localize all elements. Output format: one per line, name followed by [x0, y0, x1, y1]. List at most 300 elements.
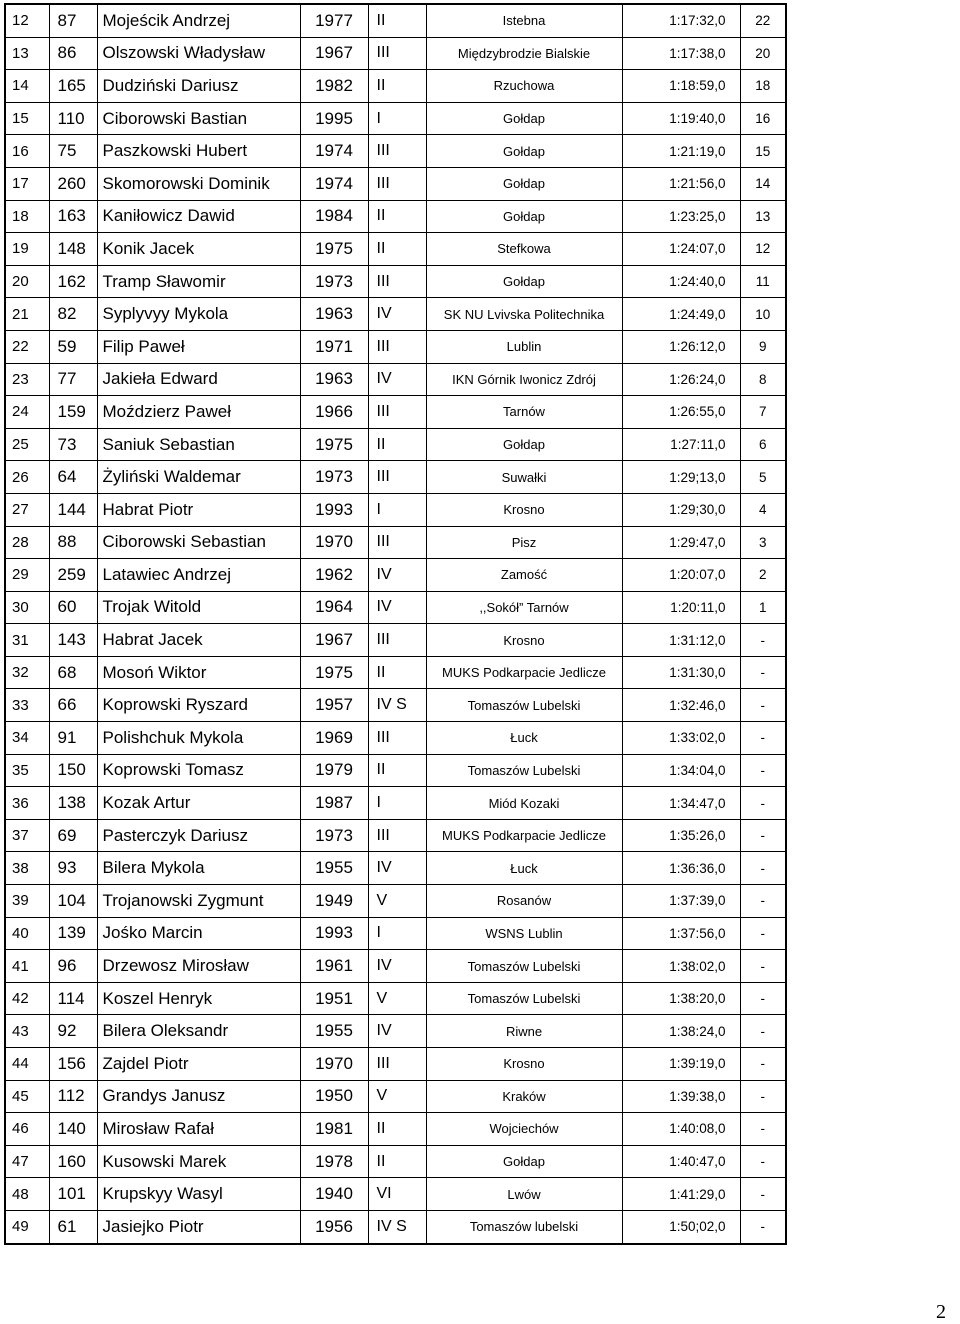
time-cell: 1:17:38,0 [622, 37, 740, 70]
table-row [5, 656, 786, 689]
table-row [5, 1015, 786, 1048]
position-cell: 33 [5, 689, 49, 722]
birth-year-cell: 1962 [300, 559, 368, 592]
time-cell: 1:24:49,0 [622, 298, 740, 331]
points-cell: 6 [740, 428, 786, 461]
position-cell: 17 [5, 167, 49, 200]
points-cell: 1 [740, 591, 786, 624]
table-row [5, 265, 786, 298]
start-number-cell: 259 [49, 559, 97, 592]
birth-year-cell: 1951 [300, 982, 368, 1015]
table-row [5, 624, 786, 657]
birth-year-cell: 1963 [300, 363, 368, 396]
start-number-cell: 60 [49, 591, 97, 624]
category-cell: I [368, 787, 426, 820]
birth-year-cell: 1940 [300, 1178, 368, 1211]
position-cell: 20 [5, 265, 49, 298]
points-cell: 10 [740, 298, 786, 331]
time-cell: 1:31:30,0 [622, 656, 740, 689]
name-cell: Jośko Marcin [97, 917, 300, 950]
table-row [5, 1113, 786, 1146]
time-cell: 1:27:11,0 [622, 428, 740, 461]
start-number-cell: 110 [49, 102, 97, 135]
points-cell: 22 [740, 4, 786, 37]
points-cell: - [740, 656, 786, 689]
club-cell: Tomaszów lubelski [426, 1210, 622, 1243]
club-cell: Miód Kozaki [426, 787, 622, 820]
start-number-cell: 150 [49, 754, 97, 787]
birth-year-cell: 1955 [300, 852, 368, 885]
position-cell: 23 [5, 363, 49, 396]
name-cell: Mirosław Rafał [97, 1113, 300, 1146]
position-cell: 36 [5, 787, 49, 820]
name-cell: Pasterczyk Dariusz [97, 819, 300, 852]
position-cell: 13 [5, 37, 49, 70]
start-number-cell: 87 [49, 4, 97, 37]
time-cell: 1:33:02,0 [622, 722, 740, 755]
time-cell: 1:24:40,0 [622, 265, 740, 298]
category-cell: I [368, 917, 426, 950]
category-cell: II [368, 754, 426, 787]
start-number-cell: 69 [49, 819, 97, 852]
category-cell: V [368, 982, 426, 1015]
time-cell: 1:38:02,0 [622, 950, 740, 983]
time-cell: 1:26:24,0 [622, 363, 740, 396]
points-cell: - [740, 754, 786, 787]
time-cell: 1:41:29,0 [622, 1178, 740, 1211]
start-number-cell: 138 [49, 787, 97, 820]
name-cell: Paszkowski Hubert [97, 135, 300, 168]
start-number-cell: 143 [49, 624, 97, 657]
birth-year-cell: 1973 [300, 819, 368, 852]
position-cell: 46 [5, 1113, 49, 1146]
time-cell: 1:40:47,0 [622, 1145, 740, 1178]
table-row [5, 526, 786, 559]
table-row [5, 1145, 786, 1178]
points-cell: - [740, 1178, 786, 1211]
birth-year-cell: 1979 [300, 754, 368, 787]
club-cell: Pisz [426, 526, 622, 559]
name-cell: Koprowski Tomasz [97, 754, 300, 787]
birth-year-cell: 1973 [300, 265, 368, 298]
club-cell: Krosno [426, 1048, 622, 1081]
category-cell: I [368, 493, 426, 526]
points-cell: 9 [740, 330, 786, 363]
club-cell: Tomaszów Lubelski [426, 950, 622, 983]
name-cell: Saniuk Sebastian [97, 428, 300, 461]
position-cell: 27 [5, 493, 49, 526]
category-cell: III [368, 722, 426, 755]
time-cell: 1:39:38,0 [622, 1080, 740, 1113]
position-cell: 38 [5, 852, 49, 885]
time-cell: 1:29;30,0 [622, 493, 740, 526]
points-cell: - [740, 722, 786, 755]
birth-year-cell: 1967 [300, 624, 368, 657]
start-number-cell: 140 [49, 1113, 97, 1146]
points-cell: - [740, 787, 786, 820]
position-cell: 47 [5, 1145, 49, 1178]
time-cell: 1:37:39,0 [622, 885, 740, 918]
time-cell: 1:29;13,0 [622, 461, 740, 494]
category-cell: II [368, 233, 426, 266]
table-row [5, 396, 786, 429]
table-row [5, 689, 786, 722]
points-cell: - [740, 982, 786, 1015]
points-cell: - [740, 917, 786, 950]
club-cell: Lwów [426, 1178, 622, 1211]
points-cell: - [740, 819, 786, 852]
table-row [5, 233, 786, 266]
position-cell: 34 [5, 722, 49, 755]
birth-year-cell: 1967 [300, 37, 368, 70]
name-cell: Żyliński Waldemar [97, 461, 300, 494]
club-cell: Krosno [426, 493, 622, 526]
time-cell: 1:34:47,0 [622, 787, 740, 820]
club-cell: Suwałki [426, 461, 622, 494]
birth-year-cell: 1955 [300, 1015, 368, 1048]
table-row [5, 167, 786, 200]
birth-year-cell: 1956 [300, 1210, 368, 1243]
start-number-cell: 163 [49, 200, 97, 233]
birth-year-cell: 1982 [300, 70, 368, 103]
table-row [5, 787, 786, 820]
time-cell: 1:38:20,0 [622, 982, 740, 1015]
category-cell: III [368, 330, 426, 363]
club-cell: Rosanów [426, 885, 622, 918]
points-cell: 20 [740, 37, 786, 70]
time-cell: 1:40:08,0 [622, 1113, 740, 1146]
birth-year-cell: 1950 [300, 1080, 368, 1113]
position-cell: 14 [5, 70, 49, 103]
category-cell: II [368, 428, 426, 461]
club-cell: SK NU Lvivska Politechnika [426, 298, 622, 331]
time-cell: 1:20:07,0 [622, 559, 740, 592]
position-cell: 12 [5, 4, 49, 37]
table-row [5, 461, 786, 494]
start-number-cell: 88 [49, 526, 97, 559]
position-cell: 40 [5, 917, 49, 950]
table-row [5, 1048, 786, 1081]
birth-year-cell: 1978 [300, 1145, 368, 1178]
position-cell: 28 [5, 526, 49, 559]
club-cell: Gołdap [426, 102, 622, 135]
time-cell: 1:50;02,0 [622, 1210, 740, 1243]
club-cell: MUKS Podkarpacie Jedlicze [426, 819, 622, 852]
table-row [5, 1178, 786, 1211]
name-cell: Zajdel Piotr [97, 1048, 300, 1081]
birth-year-cell: 1970 [300, 1048, 368, 1081]
start-number-cell: 165 [49, 70, 97, 103]
points-cell: 15 [740, 135, 786, 168]
club-cell: Gołdap [426, 167, 622, 200]
birth-year-cell: 1949 [300, 885, 368, 918]
birth-year-cell: 1961 [300, 950, 368, 983]
club-cell: Krosno [426, 624, 622, 657]
start-number-cell: 92 [49, 1015, 97, 1048]
position-cell: 24 [5, 396, 49, 429]
name-cell: Tramp Sławomir [97, 265, 300, 298]
birth-year-cell: 1974 [300, 135, 368, 168]
position-cell: 42 [5, 982, 49, 1015]
name-cell: Syplyvyy Mykola [97, 298, 300, 331]
club-cell: ,,Sokół” Tarnów [426, 591, 622, 624]
name-cell: Kozak Artur [97, 787, 300, 820]
time-cell: 1:34:04,0 [622, 754, 740, 787]
name-cell: Latawiec Andrzej [97, 559, 300, 592]
points-cell: 5 [740, 461, 786, 494]
name-cell: Koprowski Ryszard [97, 689, 300, 722]
table-row [5, 493, 786, 526]
club-cell: WSNS Lublin [426, 917, 622, 950]
category-cell: II [368, 656, 426, 689]
birth-year-cell: 1974 [300, 167, 368, 200]
category-cell: II [368, 4, 426, 37]
category-cell: IV [368, 950, 426, 983]
club-cell: Riwne [426, 1015, 622, 1048]
name-cell: Mosoń Wiktor [97, 656, 300, 689]
time-cell: 1:37:56,0 [622, 917, 740, 950]
name-cell: Kaniłowicz Dawid [97, 200, 300, 233]
club-cell: Tomaszów Lubelski [426, 689, 622, 722]
time-cell: 1:32:46,0 [622, 689, 740, 722]
start-number-cell: 156 [49, 1048, 97, 1081]
name-cell: Ciborowski Sebastian [97, 526, 300, 559]
birth-year-cell: 1977 [300, 4, 368, 37]
name-cell: Bilera Oleksandr [97, 1015, 300, 1048]
name-cell: Moździerz Paweł [97, 396, 300, 429]
position-cell: 15 [5, 102, 49, 135]
name-cell: Bilera Mykola [97, 852, 300, 885]
points-cell: - [740, 1113, 786, 1146]
time-cell: 1:24:07,0 [622, 233, 740, 266]
category-cell: II [368, 1113, 426, 1146]
start-number-cell: 64 [49, 461, 97, 494]
category-cell: V [368, 1080, 426, 1113]
category-cell: IV S [368, 689, 426, 722]
table-row [5, 852, 786, 885]
table-row [5, 1210, 786, 1243]
name-cell: Drzewosz Mirosław [97, 950, 300, 983]
position-cell: 19 [5, 233, 49, 266]
birth-year-cell: 1987 [300, 787, 368, 820]
table-row [5, 754, 786, 787]
club-cell: Rzuchowa [426, 70, 622, 103]
points-cell: - [740, 689, 786, 722]
category-cell: III [368, 526, 426, 559]
name-cell: Trojak Witold [97, 591, 300, 624]
name-cell: Jakieła Edward [97, 363, 300, 396]
name-cell: Ciborowski Bastian [97, 102, 300, 135]
results-table [4, 3, 787, 1245]
name-cell: Koszel Henryk [97, 982, 300, 1015]
birth-year-cell: 1973 [300, 461, 368, 494]
name-cell: Krupskyy Wasyl [97, 1178, 300, 1211]
table-row [5, 819, 786, 852]
table-row [5, 428, 786, 461]
start-number-cell: 77 [49, 363, 97, 396]
category-cell: III [368, 819, 426, 852]
club-cell: Gołdap [426, 1145, 622, 1178]
start-number-cell: 101 [49, 1178, 97, 1211]
points-cell: 18 [740, 70, 786, 103]
birth-year-cell: 1966 [300, 396, 368, 429]
category-cell: IV [368, 591, 426, 624]
category-cell: III [368, 461, 426, 494]
start-number-cell: 73 [49, 428, 97, 461]
category-cell: V [368, 885, 426, 918]
birth-year-cell: 1970 [300, 526, 368, 559]
points-cell: - [740, 1210, 786, 1243]
club-cell: Tarnów [426, 396, 622, 429]
category-cell: IV [368, 363, 426, 396]
category-cell: II [368, 1145, 426, 1178]
points-cell: - [740, 852, 786, 885]
time-cell: 1:20:11,0 [622, 591, 740, 624]
club-cell: Istebna [426, 4, 622, 37]
start-number-cell: 75 [49, 135, 97, 168]
table-row [5, 722, 786, 755]
start-number-cell: 66 [49, 689, 97, 722]
points-cell: - [740, 950, 786, 983]
category-cell: III [368, 37, 426, 70]
time-cell: 1:39:19,0 [622, 1048, 740, 1081]
position-cell: 44 [5, 1048, 49, 1081]
birth-year-cell: 1984 [300, 200, 368, 233]
position-cell: 31 [5, 624, 49, 657]
time-cell: 1:23:25,0 [622, 200, 740, 233]
club-cell: MUKS Podkarpacie Jedlicze [426, 656, 622, 689]
position-cell: 26 [5, 461, 49, 494]
category-cell: I [368, 102, 426, 135]
birth-year-cell: 1975 [300, 233, 368, 266]
time-cell: 1:18:59,0 [622, 70, 740, 103]
birth-year-cell: 1963 [300, 298, 368, 331]
birth-year-cell: 1975 [300, 656, 368, 689]
position-cell: 21 [5, 298, 49, 331]
name-cell: Filip Paweł [97, 330, 300, 363]
category-cell: III [368, 396, 426, 429]
start-number-cell: 114 [49, 982, 97, 1015]
points-cell: 14 [740, 167, 786, 200]
name-cell: Jasiejko Piotr [97, 1210, 300, 1243]
time-cell: 1:31:12,0 [622, 624, 740, 657]
position-cell: 49 [5, 1210, 49, 1243]
category-cell: II [368, 200, 426, 233]
club-cell: Stefkowa [426, 233, 622, 266]
birth-year-cell: 1957 [300, 689, 368, 722]
table-row [5, 102, 786, 135]
start-number-cell: 162 [49, 265, 97, 298]
table-row [5, 363, 786, 396]
name-cell: Habrat Piotr [97, 493, 300, 526]
time-cell: 1:35:26,0 [622, 819, 740, 852]
start-number-cell: 148 [49, 233, 97, 266]
club-cell: Tomaszów Lubelski [426, 982, 622, 1015]
points-cell: 2 [740, 559, 786, 592]
points-cell: - [740, 1145, 786, 1178]
club-cell: Tomaszów Lubelski [426, 754, 622, 787]
position-cell: 16 [5, 135, 49, 168]
name-cell: Mojeścik Andrzej [97, 4, 300, 37]
start-number-cell: 260 [49, 167, 97, 200]
club-cell: Międzybrodzie Bialskie [426, 37, 622, 70]
table-row [5, 135, 786, 168]
start-number-cell: 93 [49, 852, 97, 885]
category-cell: IV [368, 852, 426, 885]
club-cell: Zamość [426, 559, 622, 592]
birth-year-cell: 1993 [300, 917, 368, 950]
time-cell: 1:26:55,0 [622, 396, 740, 429]
birth-year-cell: 1969 [300, 722, 368, 755]
points-cell: - [740, 624, 786, 657]
table-row [5, 950, 786, 983]
club-cell: Wojciechów [426, 1113, 622, 1146]
time-cell: 1:26:12,0 [622, 330, 740, 363]
points-cell: - [740, 885, 786, 918]
start-number-cell: 68 [49, 656, 97, 689]
table-row [5, 1080, 786, 1113]
time-cell: 1:17:32,0 [622, 4, 740, 37]
time-cell: 1:38:24,0 [622, 1015, 740, 1048]
table-row [5, 298, 786, 331]
club-cell: Lublin [426, 330, 622, 363]
start-number-cell: 86 [49, 37, 97, 70]
category-cell: IV [368, 559, 426, 592]
start-number-cell: 96 [49, 950, 97, 983]
table-row [5, 200, 786, 233]
club-cell: Gołdap [426, 135, 622, 168]
position-cell: 37 [5, 819, 49, 852]
points-cell: 13 [740, 200, 786, 233]
points-cell: 3 [740, 526, 786, 559]
time-cell: 1:21:56,0 [622, 167, 740, 200]
start-number-cell: 159 [49, 396, 97, 429]
club-cell: Gołdap [426, 200, 622, 233]
table-row [5, 885, 786, 918]
position-cell: 32 [5, 656, 49, 689]
club-cell: Łuck [426, 722, 622, 755]
start-number-cell: 61 [49, 1210, 97, 1243]
points-cell: 7 [740, 396, 786, 429]
start-number-cell: 160 [49, 1145, 97, 1178]
start-number-cell: 82 [49, 298, 97, 331]
position-cell: 43 [5, 1015, 49, 1048]
name-cell: Konik Jacek [97, 233, 300, 266]
name-cell: Dudziński Dariusz [97, 70, 300, 103]
category-cell: III [368, 265, 426, 298]
table-row [5, 330, 786, 363]
category-cell: III [368, 624, 426, 657]
birth-year-cell: 1964 [300, 591, 368, 624]
birth-year-cell: 1981 [300, 1113, 368, 1146]
category-cell: III [368, 1048, 426, 1081]
results-body [5, 4, 786, 1244]
start-number-cell: 104 [49, 885, 97, 918]
points-cell: - [740, 1080, 786, 1113]
category-cell: II [368, 70, 426, 103]
page-number: 2 [936, 1301, 946, 1323]
birth-year-cell: 1993 [300, 493, 368, 526]
points-cell: 4 [740, 493, 786, 526]
table-row [5, 982, 786, 1015]
points-cell: 16 [740, 102, 786, 135]
table-row [5, 37, 786, 70]
club-cell: IKN Górnik Iwonicz Zdrój [426, 363, 622, 396]
table-row [5, 70, 786, 103]
time-cell: 1:29:47,0 [622, 526, 740, 559]
category-cell: IV S [368, 1210, 426, 1243]
position-cell: 48 [5, 1178, 49, 1211]
